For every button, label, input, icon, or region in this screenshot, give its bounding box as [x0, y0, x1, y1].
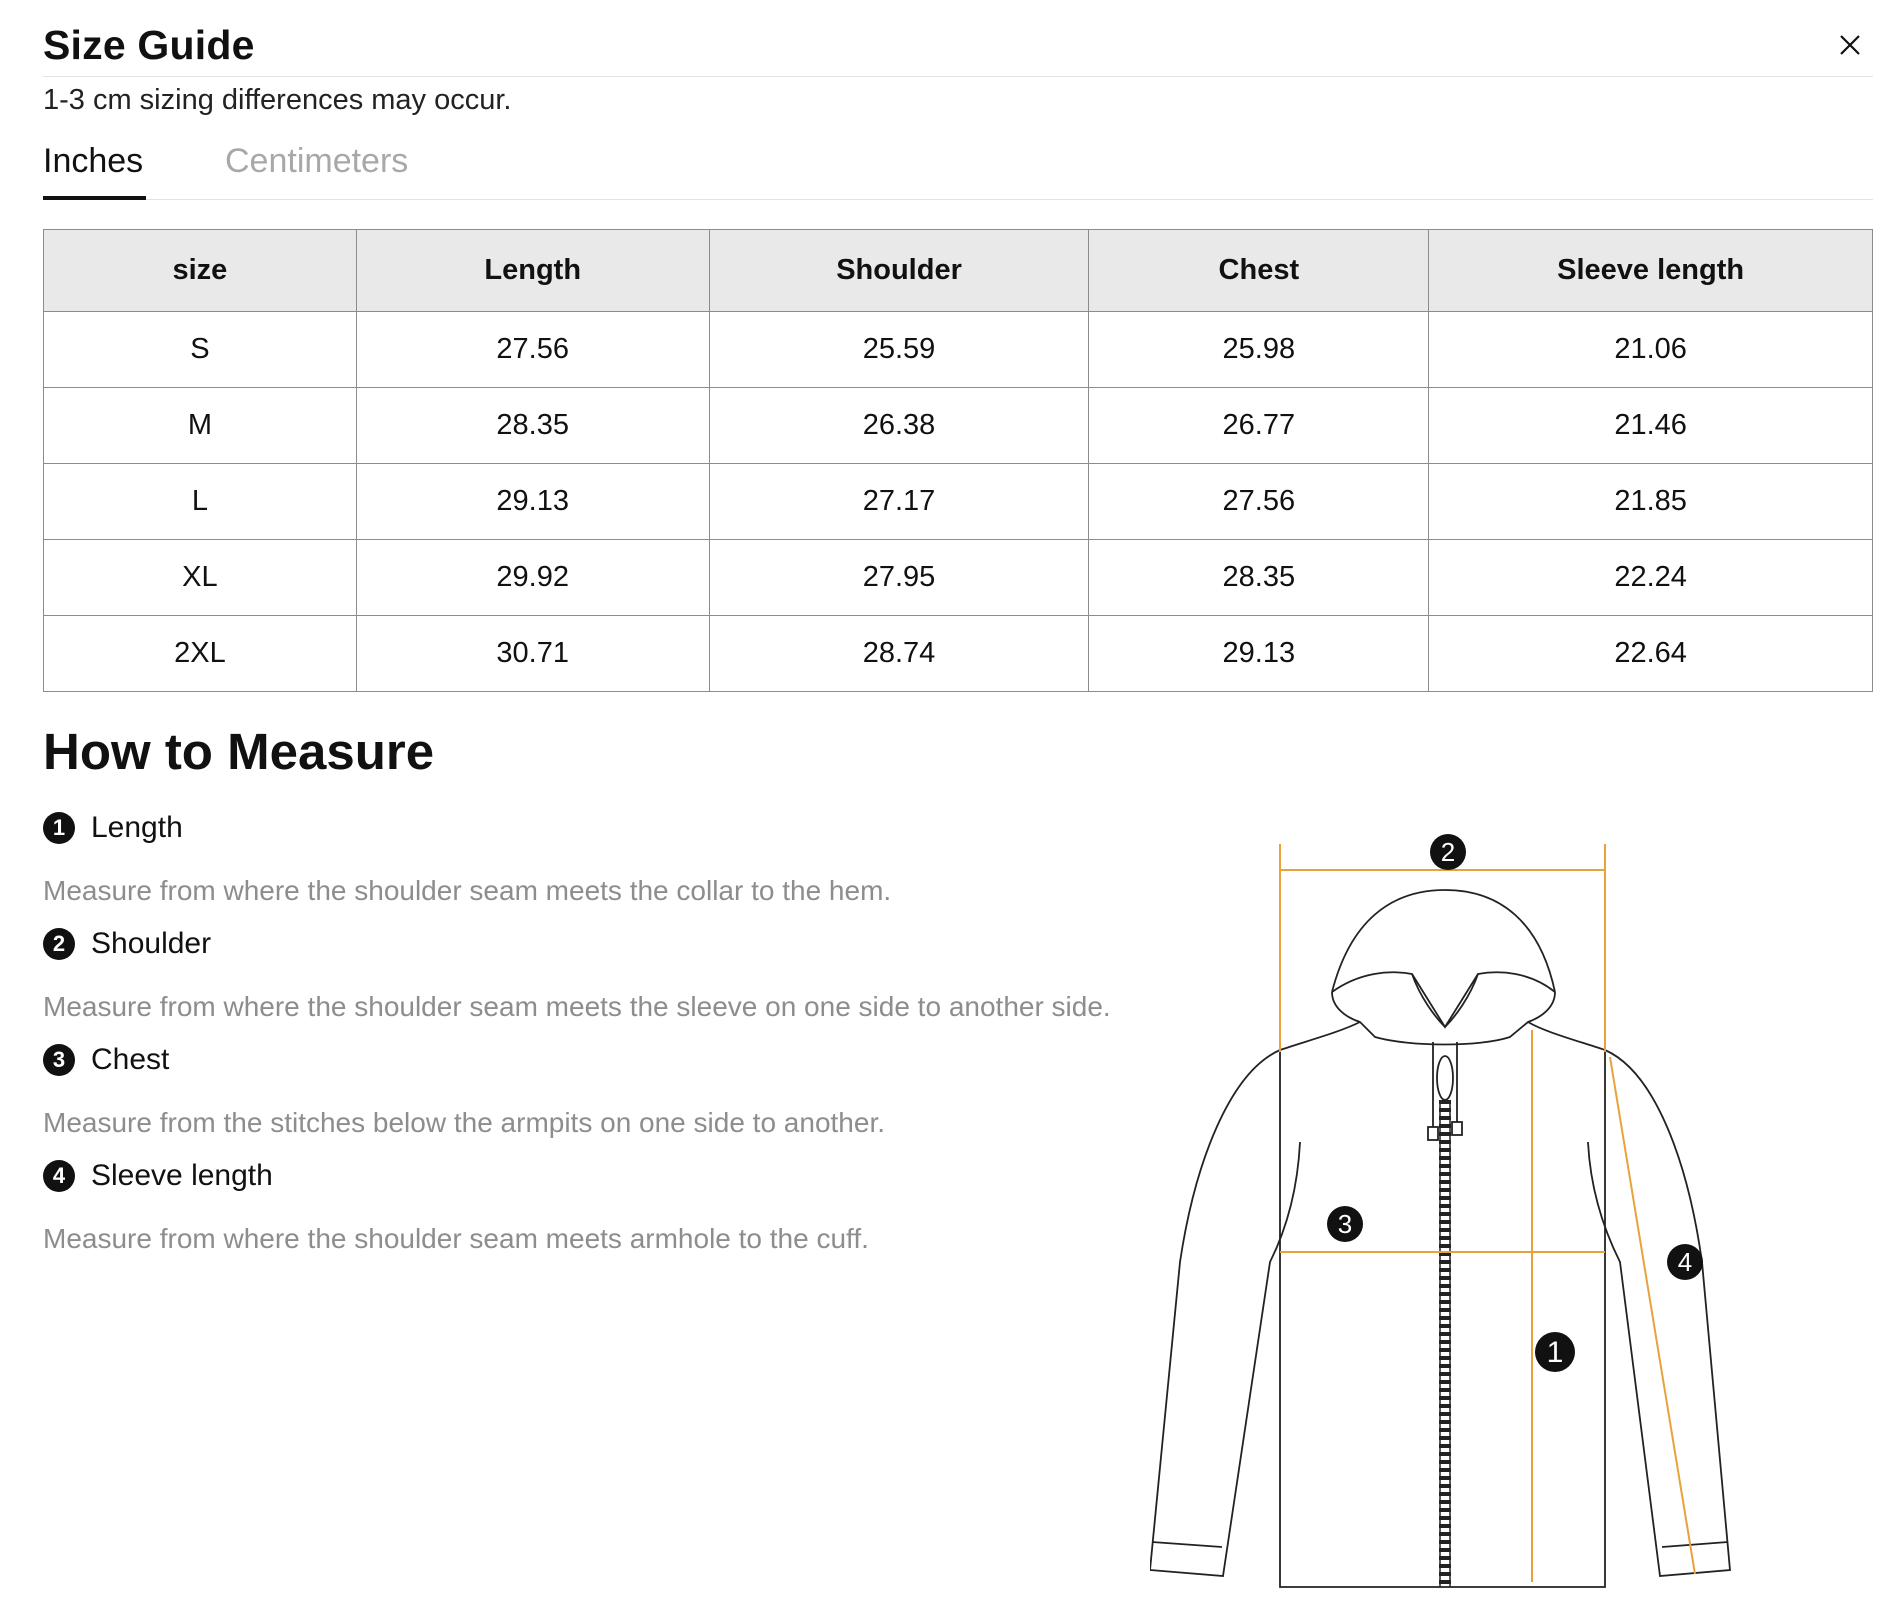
svg-text:1: 1	[1546, 1336, 1564, 1369]
step-number-badge: 3	[43, 1044, 75, 1076]
measure-step-shoulder	[43, 927, 1111, 1023]
how-to-measure-heading: How to Measure	[43, 723, 435, 780]
hoodie-illustration	[1150, 822, 1750, 1592]
table-cell: 2XL	[44, 616, 357, 692]
table-cell: 22.24	[1429, 540, 1873, 616]
close-icon	[1835, 30, 1865, 60]
table-row	[44, 540, 1873, 616]
column-header: Shoulder	[709, 230, 1089, 312]
table-cell: 29.13	[1089, 616, 1429, 692]
column-header: Sleeve length	[1429, 230, 1873, 312]
table-cell: 26.38	[709, 388, 1089, 464]
marker-length	[1535, 1332, 1575, 1372]
table-cell: 21.85	[1429, 464, 1873, 540]
table-row	[44, 388, 1873, 464]
step-number-badge: 4	[43, 1160, 75, 1192]
hoodie-measurement-diagram	[1150, 822, 1750, 1592]
size-table	[43, 229, 1873, 692]
measure-step-sleeve	[43, 1159, 869, 1255]
modal-title: Size Guide	[43, 22, 255, 68]
table-cell: 29.92	[356, 540, 709, 616]
close-button[interactable]	[1835, 30, 1865, 60]
table-cell: M	[44, 388, 357, 464]
step-title: Length	[91, 811, 183, 844]
step-title: Chest	[91, 1043, 170, 1076]
active-tab-indicator	[43, 196, 146, 200]
table-cell: 25.98	[1089, 312, 1429, 388]
step-description: Measure from where the shoulder seam meets the sleeve on one side to another side.	[43, 991, 1111, 1022]
table-cell: 25.59	[709, 312, 1089, 388]
modal-header	[43, 22, 1873, 69]
table-cell: S	[44, 312, 357, 388]
table-cell: 27.56	[1089, 464, 1429, 540]
svg-text:2: 2	[1440, 837, 1456, 867]
step-description: Measure from where the shoulder seam meets armhole to the cuff.	[43, 1223, 869, 1254]
table-cell: 28.35	[1089, 540, 1429, 616]
step-number-badge: 2	[43, 928, 75, 960]
table-cell: 26.77	[1089, 388, 1429, 464]
marker-chest	[1327, 1206, 1363, 1242]
tab-centimeters[interactable]: Centimeters	[225, 142, 409, 180]
measure-step-chest	[43, 1043, 885, 1139]
sizing-note: 1-3 cm sizing differences may occur.	[43, 84, 512, 116]
step-number-badge: 1	[43, 812, 75, 844]
header-divider	[43, 76, 1873, 77]
svg-text:4: 4	[1677, 1247, 1693, 1277]
step-description: Measure from where the shoulder seam meets the collar to the hem.	[43, 875, 892, 906]
table-cell: 27.56	[356, 312, 709, 388]
table-cell: 27.95	[709, 540, 1089, 616]
column-header: size	[44, 230, 357, 312]
table-cell: 21.06	[1429, 312, 1873, 388]
marker-sleeve	[1667, 1244, 1703, 1280]
table-cell: 29.13	[356, 464, 709, 540]
table-header-row	[44, 230, 1873, 312]
table-row	[44, 312, 1873, 388]
table-row	[44, 616, 1873, 692]
table-cell: 28.74	[709, 616, 1089, 692]
tab-inches[interactable]: Inches	[43, 142, 144, 180]
column-header: Chest	[1089, 230, 1429, 312]
unit-tabs	[43, 140, 1873, 200]
svg-text:3: 3	[1337, 1209, 1353, 1239]
table-cell: 27.17	[709, 464, 1089, 540]
table-cell: XL	[44, 540, 357, 616]
measure-step-length	[43, 811, 891, 907]
table-cell: 28.35	[356, 388, 709, 464]
table-cell: 22.64	[1429, 616, 1873, 692]
table-cell: 30.71	[356, 616, 709, 692]
step-title: Sleeve length	[91, 1159, 273, 1192]
table-cell: L	[44, 464, 357, 540]
step-title: Shoulder	[91, 927, 212, 960]
table-cell: 21.46	[1429, 388, 1873, 464]
column-header: Length	[356, 230, 709, 312]
step-description: Measure from the stitches below the armpits on one side to another.	[43, 1107, 886, 1138]
marker-shoulder	[1430, 834, 1466, 870]
table-row	[44, 464, 1873, 540]
